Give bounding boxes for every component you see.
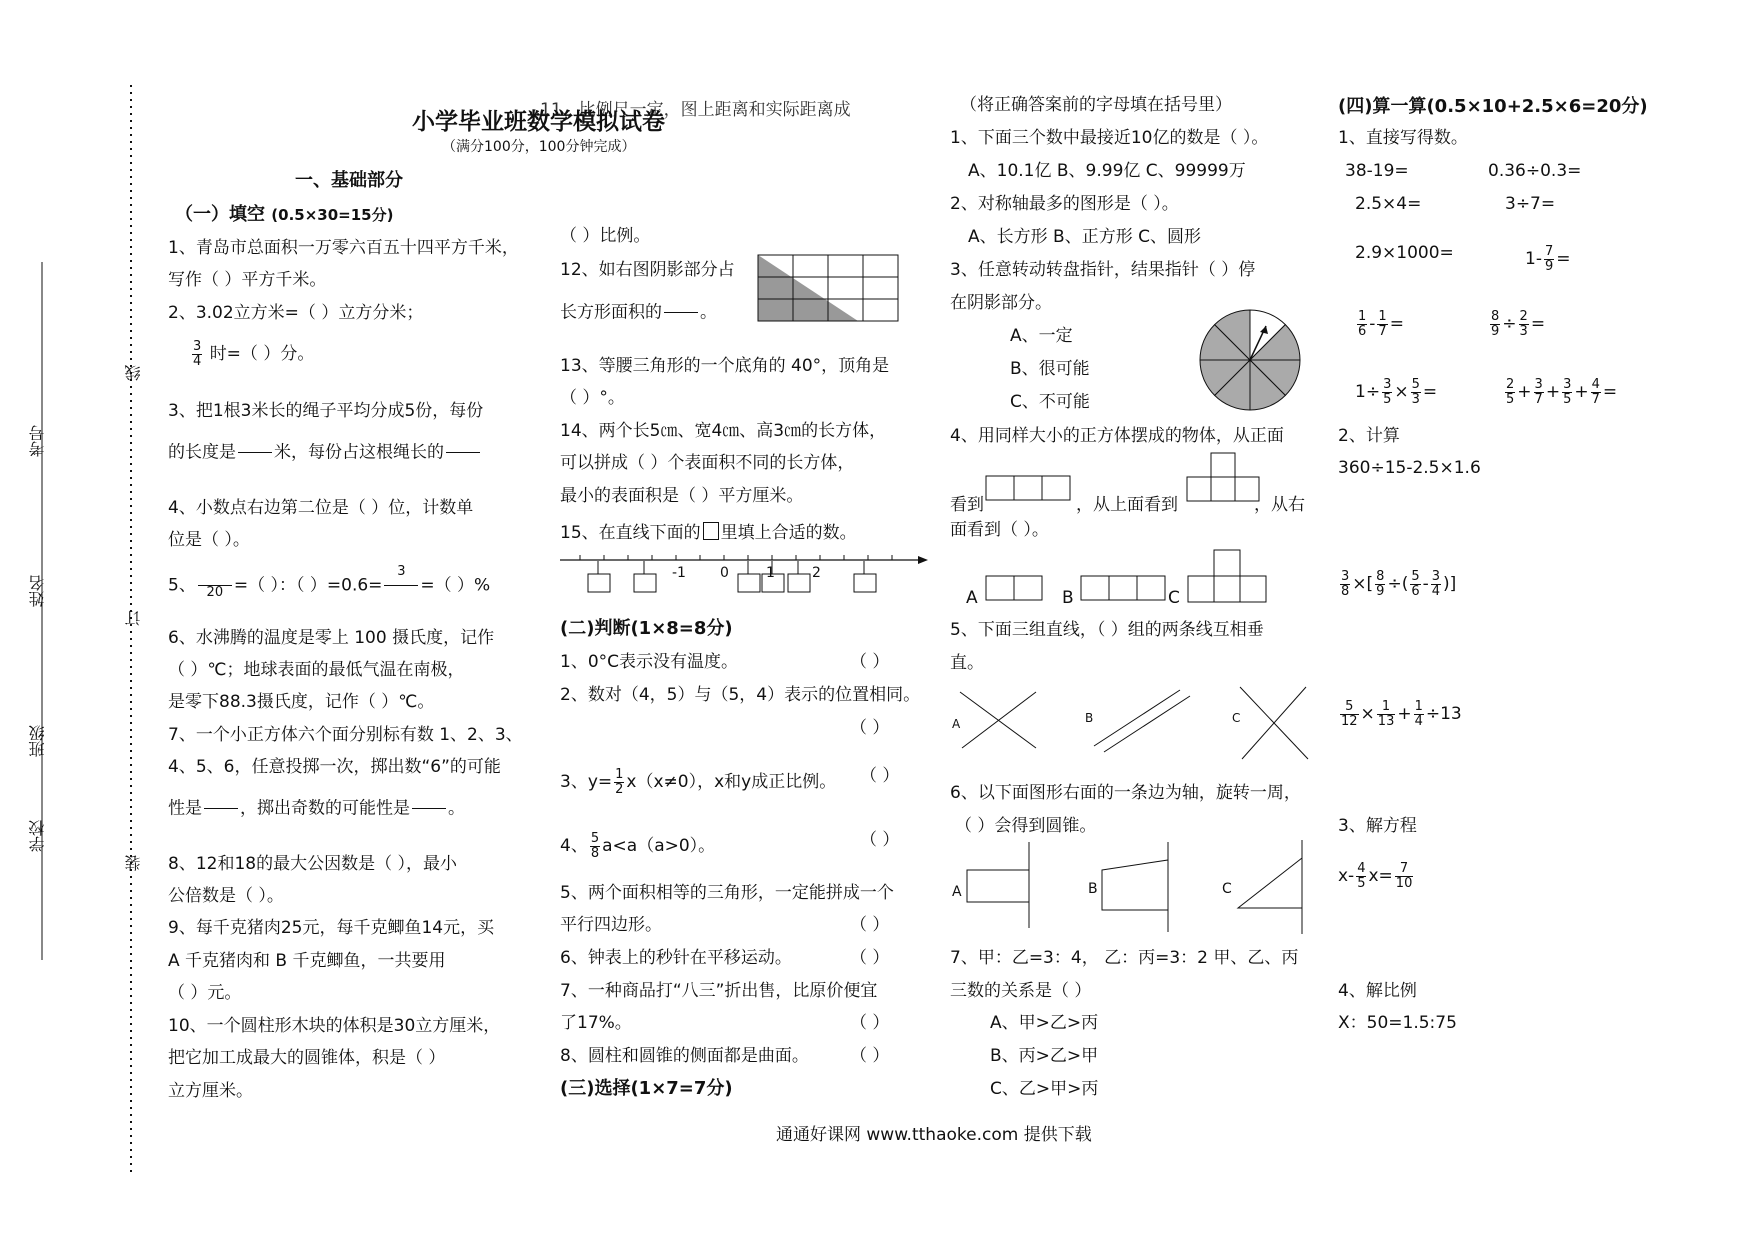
rotate-figure-c bbox=[1236, 838, 1308, 936]
rotate-figure-a bbox=[965, 840, 1035, 930]
binding-word-line: 线 bbox=[124, 365, 143, 381]
binding-label-exam-no: 考号 bbox=[28, 425, 47, 457]
q10-line2: 把它加工成最大的圆锥体，积是（ ） bbox=[168, 1048, 446, 1068]
choice-q5-line2: 直。 bbox=[950, 653, 984, 673]
q15-line: 15、在直线下面的 里填上合适的数。 bbox=[560, 523, 857, 543]
lines-figure-a bbox=[958, 688, 1038, 752]
numberline-label-2: 2 bbox=[812, 565, 821, 581]
calc-q2: 2、计算 bbox=[1338, 426, 1400, 446]
q12-line2: 长方形面积的 。 bbox=[560, 292, 717, 333]
q9-line1: 9、每千克猪肉25元，每千克鲫鱼14元，买 bbox=[168, 918, 495, 938]
shaded-rectangle-figure bbox=[758, 255, 900, 323]
choice-q7-opt-a: A、甲>乙>丙 bbox=[990, 1013, 1099, 1033]
q2-line1: 2、3.02立方米=（ ）立方分米； bbox=[168, 303, 424, 323]
judge-q5-line1: 5、两个面积相等的三角形，一定能拼成一个 bbox=[560, 883, 894, 903]
choice-q6-line1: 6、以下面图形右面的一条边为轴，旋转一周， bbox=[950, 783, 1301, 803]
option-b-figure bbox=[1080, 575, 1170, 603]
blank-fraction[interactable] bbox=[412, 788, 446, 829]
lines-figure-c bbox=[1236, 685, 1312, 761]
numberline-label-0: 0 bbox=[720, 565, 729, 581]
judge-q2-blank[interactable]: （ ） bbox=[850, 718, 890, 738]
calc-item-5: 2.9×1000= bbox=[1355, 243, 1454, 263]
calc-item-6: 1- $\frac{7}{9}$ = bbox=[1525, 244, 1571, 274]
binding-label-name: 姓名 bbox=[28, 575, 47, 607]
choice-q2: 2、对称轴最多的图形是（ ）。 bbox=[950, 194, 1179, 214]
calc-item-3: 2.5×4= bbox=[1355, 194, 1422, 214]
judge-q7-line2: 了17%。 （ ） bbox=[560, 1013, 890, 1033]
calc-q1: 1、直接写得数。 bbox=[1338, 128, 1468, 148]
top-view-figure bbox=[1185, 452, 1265, 502]
choice-q7-opt-b: B、丙>乙>甲 bbox=[990, 1046, 1099, 1066]
binding-word-bind: 装 bbox=[124, 855, 143, 871]
choice-instruction: （将正确答案前的字母填在括号里） bbox=[960, 95, 1232, 115]
rotate-figure-b bbox=[1100, 840, 1175, 935]
choice-q6-line2: （ ）会得到圆锥。 bbox=[955, 816, 1097, 836]
numberline-label-1: 1 bbox=[766, 565, 775, 581]
judge-q8: 8、圆柱和圆锥的侧面都是曲面。 （ ） bbox=[560, 1046, 890, 1066]
q1-line2: 写作（ ）平方千米。 bbox=[168, 270, 327, 290]
q3-line1: 3、把1根3米长的绳子平均分成5份，每份 bbox=[168, 401, 484, 421]
answer-blank[interactable]: （ ） bbox=[850, 652, 890, 672]
q13-line1: 13、等腰三角形的一个底角的 40°，顶角是 bbox=[560, 356, 890, 376]
judge-q6: 6、钟表上的秒针在平移运动。 （ ） bbox=[560, 948, 890, 968]
choice-q4-opt-c: C bbox=[1168, 588, 1180, 608]
q8-line1: 8、12和18的最大公因数是（ ），最小 bbox=[168, 854, 457, 874]
q5-line: 5、 20 =（ ）：（ ）=0.6= 3 =（ ）% bbox=[168, 565, 490, 606]
q7-line3: 性是 ，掷出奇数的可能性是 。 bbox=[168, 788, 465, 829]
choice-q7-line1: 7、甲：乙=3：4， 乙：丙=3：2 甲、乙、丙 bbox=[950, 948, 1299, 968]
blank-fraction[interactable] bbox=[446, 432, 480, 473]
q9-line2: A 千克猪肉和 B 千克鲫鱼，一共要用 bbox=[168, 951, 446, 971]
calc-q4: 4、解比例 bbox=[1338, 981, 1417, 1001]
choice-q4-line1: 4、用同样大小的正方体摆成的物体，从正面 bbox=[950, 426, 1284, 446]
rotate-label-a: A bbox=[952, 884, 962, 900]
lines-label-c: C bbox=[1232, 711, 1241, 725]
blank-fraction[interactable] bbox=[664, 292, 698, 333]
answer-blank[interactable]: （ ） bbox=[850, 948, 890, 968]
q14-line1: 14、两个长5㎝、宽4㎝、高3㎝的长方体， bbox=[560, 421, 887, 441]
answer-blank[interactable]: （ ） bbox=[850, 1013, 890, 1033]
judge-q5-line2: 平行四边形。 （ ） bbox=[560, 915, 890, 935]
judge-q2: 2、数对（4，5）与（5，4）表示的位置相同。 bbox=[560, 685, 921, 705]
binding-label-school: 学校 bbox=[28, 820, 47, 852]
page-title: 小学毕业班数学模拟试卷 bbox=[412, 109, 665, 135]
answer-blank[interactable]: （ ） bbox=[850, 1046, 890, 1066]
footer-credit: 通通好课网 www.tthaoke.com 提供下载 bbox=[776, 1125, 1092, 1145]
q10-line1: 10、一个圆柱形木块的体积是30立方厘米， bbox=[168, 1016, 501, 1036]
3-over-blank[interactable]: 3 bbox=[384, 565, 418, 606]
q6-line2: （ ）℃；地球表面的最低气温在南极， bbox=[168, 660, 465, 680]
choice-q1-options: A、10.1亿 B、9.99亿 C、99999万 bbox=[968, 161, 1246, 181]
judge-q4: 4、 $\frac{5}{8}$ a<a（a>0）。 （ ） bbox=[560, 830, 900, 861]
choice-q5-line1: 5、下面三组直线，（ ）组的两条线互相垂 bbox=[950, 620, 1264, 640]
fraction-5-8: $\frac{5}{8}$ bbox=[590, 831, 600, 861]
q12-line1: 12、如右图阴影部分占 bbox=[560, 260, 735, 280]
calc-item-2: 0.36÷0.3= bbox=[1488, 161, 1582, 181]
rotate-label-b: B bbox=[1088, 881, 1098, 897]
answer-blank[interactable]: （ ） bbox=[850, 915, 890, 935]
calc-item-9: 1÷ $\frac{3}{5}$ × $\frac{5}{3}$ = bbox=[1355, 377, 1438, 407]
proportion: X：50=1.5:75 bbox=[1338, 1013, 1457, 1033]
q14-line2: 可以拼成（ ）个表面积不同的长方体， bbox=[560, 453, 855, 473]
calc-item-10: $\frac{2}{5}$ + $\frac{3}{7}$ + $\frac{3}{5}$ + $\frac{4}{7}$ = bbox=[1506, 377, 1618, 407]
option-c-figure bbox=[1186, 548, 1270, 604]
calc-item-8: $\frac{8}{9}$ ÷ $\frac{2}{3}$ = bbox=[1491, 309, 1546, 339]
q4-line2: 位是（ ）。 bbox=[168, 530, 250, 550]
calc-expr-2: $\frac{3}{8}$ ×[ $\frac{8}{9}$ ÷( $\frac{5}{6}$ - $\frac{3}{4}$ )] bbox=[1341, 569, 1457, 599]
subsection-fill bbox=[175, 206, 393, 224]
blank-fraction[interactable] bbox=[238, 432, 272, 473]
judge-q1: 1、0°C表示没有温度。 （ ） bbox=[560, 652, 890, 672]
binding-word-staple: 订 bbox=[124, 610, 143, 626]
q14-line3: 最小的表面积是（ ）平方厘米。 bbox=[560, 486, 804, 506]
q10-line3: 立方厘米。 bbox=[168, 1081, 253, 1101]
choice-q3-opt-c: C、不可能 bbox=[1010, 392, 1090, 412]
calc-q3: 3、解方程 bbox=[1338, 816, 1417, 836]
lines-figure-b bbox=[1092, 688, 1192, 754]
blank-fraction[interactable] bbox=[204, 788, 238, 829]
page-subtitle: （满分100分，100分钟完成） bbox=[442, 139, 636, 155]
q2-line2-text: 时=（ ）分。 bbox=[209, 344, 315, 365]
subsection-choice: (三)选择(1×7=7分) bbox=[560, 1078, 733, 1099]
section-calc-title: (四)算一算(0.5×10+2.5×6=20分) bbox=[1338, 96, 1648, 117]
q13-line2: （ ）°。 bbox=[560, 388, 625, 408]
q2-line2 bbox=[190, 340, 314, 368]
numberline-label-neg1: -1 bbox=[672, 565, 686, 581]
choice-q7-line2: 三数的关系是（ ） bbox=[950, 981, 1092, 1001]
q3-line2: 的长度是 米，每份占这根绳长的 bbox=[168, 432, 482, 473]
calc-expr-3: $\frac{5}{12}$ × $\frac{1}{13}$ + $\frac{1}{4}$ ÷13 bbox=[1341, 699, 1462, 729]
spinner-wheel bbox=[1198, 308, 1302, 412]
front-view-figure bbox=[985, 475, 1075, 503]
choice-q3-line2: 在阴影部分。 bbox=[950, 293, 1052, 313]
choice-q1: 1、下面三个数中最接近10亿的数是（ ）。 bbox=[950, 128, 1269, 148]
q7-line2: 4、5、6，任意投掷一次，掷出数“6”的可能 bbox=[168, 757, 501, 777]
q11-cont: （ ）比例。 bbox=[560, 226, 651, 246]
q1-line1: 1、青岛市总面积一万零六百五十四平方千米， bbox=[168, 238, 519, 258]
equation: x- $\frac{4}{5}$ x= $\frac{7}{10}$ bbox=[1338, 861, 1413, 891]
choice-q3-opt-a: A、一定 bbox=[1010, 326, 1073, 346]
answer-blank[interactable]: （ ） bbox=[860, 766, 900, 786]
fraction-3-4: $\frac{3}{4}$ bbox=[193, 339, 202, 369]
choice-q4-line2: 看到 ，从上面看到 ，从右 bbox=[950, 495, 1305, 515]
lines-label-b: B bbox=[1085, 711, 1094, 725]
choice-q4-opt-a: A bbox=[966, 588, 978, 608]
blank-over-20[interactable]: 20 bbox=[198, 565, 232, 606]
q9-line3: （ ）元。 bbox=[168, 983, 242, 1003]
small-box-icon bbox=[703, 522, 719, 540]
choice-q7-opt-c: C、乙>甲>丙 bbox=[990, 1079, 1099, 1099]
choice-q3-opt-b: B、很可能 bbox=[1010, 359, 1090, 379]
judge-q3: 3、y= $\frac{1}{2}$ x（x≠0），x和y成正比例。 （ ） bbox=[560, 766, 900, 797]
q4-line1: 4、小数点右边第二位是（ ）位，计数单 bbox=[168, 498, 474, 518]
judge-q7-line1: 7、一种商品打“八三”折出售，比原价便宜 bbox=[560, 981, 878, 1001]
choice-q2-options: A、长方形 B、正方形 C、圆形 bbox=[968, 227, 1201, 247]
choice-q3-line1: 3、任意转动转盘指针，结果指针（ ）停 bbox=[950, 260, 1256, 280]
rotate-label-c: C bbox=[1222, 881, 1232, 897]
fraction-1-2: $\frac{1}{2}$ bbox=[615, 767, 624, 797]
option-a-figure bbox=[985, 575, 1045, 603]
section-heading: 一、基础部分 bbox=[295, 170, 403, 191]
calc-item-4: 3÷7= bbox=[1505, 194, 1556, 214]
q6-line1: 6、水沸腾的温度是零上 100 摄氏度，记作 bbox=[168, 628, 495, 648]
overlap-text: 11、比例尺一定，图上距离和实际距离成 bbox=[540, 100, 851, 120]
subsection-fill-label: （一）填空 bbox=[175, 204, 265, 225]
q8-line2: 公倍数是（ ）。 bbox=[168, 886, 284, 906]
choice-q4-opt-b: B bbox=[1062, 588, 1074, 608]
calc-expr-1: 360÷15-2.5×1.6 bbox=[1338, 458, 1481, 478]
binding-label-class: 班级 bbox=[28, 725, 47, 757]
q7-line1: 7、一个小正方体六个面分别标有数 1、2、3、 bbox=[168, 725, 523, 745]
number-line bbox=[558, 550, 928, 610]
lines-label-a: A bbox=[952, 717, 961, 731]
answer-blank[interactable]: （ ） bbox=[860, 830, 900, 850]
calc-item-7: $\frac{1}{6}$ - $\frac{1}{7}$ = bbox=[1358, 309, 1404, 339]
subsection-fill-score: (0.5×30=15分) bbox=[271, 206, 394, 224]
q6-line3: 是零下88.3摄氏度，记作（ ）℃。 bbox=[168, 692, 435, 712]
calc-item-1: 38-19= bbox=[1345, 161, 1409, 181]
subsection-judge: (二)判断(1×8=8分) bbox=[560, 618, 733, 639]
choice-q4-line3: 面看到（ ）。 bbox=[950, 520, 1049, 540]
